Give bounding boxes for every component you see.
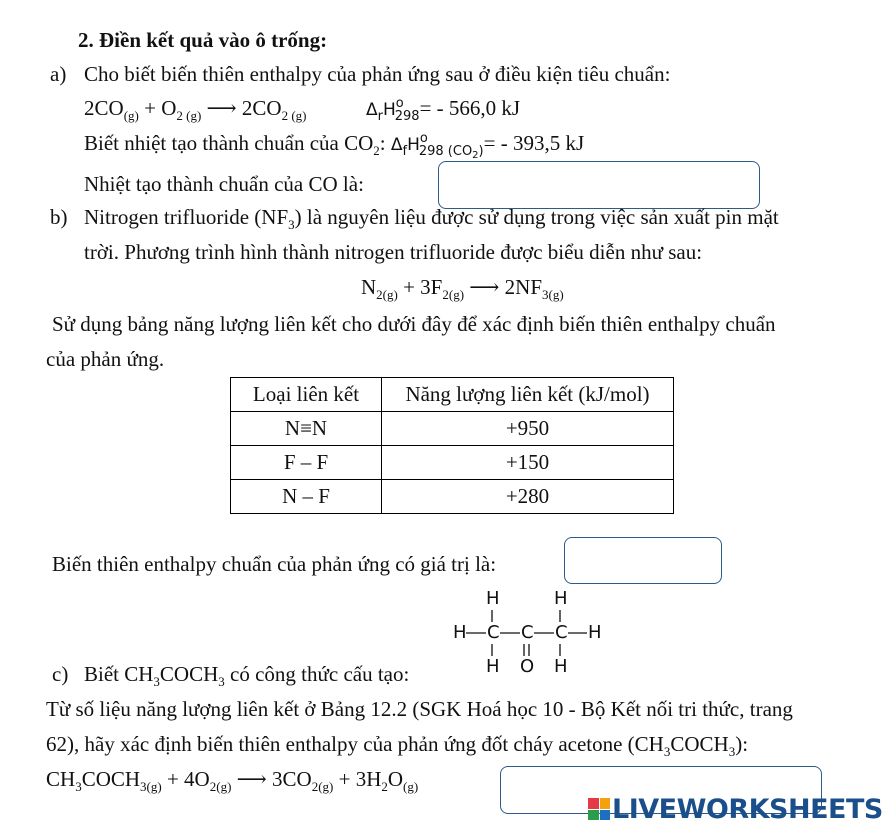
atom-h-bottom-left: H (486, 656, 500, 677)
atom-h-top-right: H (554, 588, 568, 609)
reaction-a-equation: $2CO_{(g)} + O_{2 (g)}$ ⟶ $2CO_{2 (g)}$ (84, 96, 307, 123)
atom-c3: C (555, 622, 568, 643)
section-title: 2. Điền kết quả vào ô trống: (78, 28, 328, 52)
part-b-question: Biến thiên enthalpy chuẩn của phản ứng có giá trị là: (52, 552, 497, 576)
bond-type-cell: N≡N (231, 412, 382, 446)
answer-box-a[interactable] (438, 161, 760, 209)
part-a-question: Nhiệt tạo thành chuẩn của CO là: (84, 172, 364, 196)
part-c-para1: Từ số liệu năng lượng liên kết ở Bảng 12.2 (SGK Hoá học 10 - Bộ Kết nối tri thức, trang (46, 697, 793, 721)
bond-lines (450, 588, 610, 678)
part-c-intro: Biết $CH_3COCH_3$ có công thức cấu tạo: (84, 662, 410, 689)
bond-energy-cell: +950 (382, 412, 674, 446)
table-row (231, 480, 674, 514)
atom-c2: C (521, 622, 534, 643)
part-b-line1: Nitrogen trifluoride $(NF_3)$ là nguyên liệu được sử dụng trong việc sản xuất pin mặt (84, 205, 779, 232)
atom-h-left: H (453, 622, 467, 643)
table-header: Loại liên kết (231, 378, 382, 412)
part-a-intro: Cho biết biến thiên enthalpy của phản ứng sau ở điều kiện tiêu chuẩn: (84, 62, 671, 86)
table-header-row (231, 378, 674, 412)
part-b-label: b) (50, 205, 68, 229)
bond-energy-cell: +150 (382, 446, 674, 480)
co2-formation-value: = - 393,5 kJ (483, 131, 585, 155)
atom-h-right: H (588, 622, 602, 643)
atom-c1: C (487, 622, 500, 643)
atom-o: O (520, 656, 535, 677)
acetone-structure (450, 588, 610, 678)
bond-energy-cell: +280 (382, 480, 674, 514)
liveworksheets-logo (588, 792, 883, 826)
part-c-para2: 62), hãy xác định biến thiên enthalpy của phản ứng đốt cháy acetone $(CH_3COCH_3)$: (46, 732, 749, 759)
atom-h-bottom-right: H (554, 656, 568, 677)
co2-formation-line: Biết nhiệt tạo thành chuẩn của $CO_2$: $\Delta_fH^o_{298 (CO_2)}= - 393,5$ kJ (84, 131, 585, 161)
table-row (231, 412, 674, 446)
enthalpy-a-value: = - 566,0 kJ (419, 96, 521, 120)
part-b-instruction2: của phản ứng. (46, 347, 165, 371)
table-header: Năng lượng liên kết (kJ/mol) (382, 378, 674, 412)
part-a-label: a) (50, 62, 67, 86)
bond-energy-table (230, 377, 674, 514)
part-b-instruction1: Sử dụng bảng năng lượng liên kết cho dưới đây để xác định biến thiên enthalpy chuẩn (52, 312, 776, 336)
table-row (231, 446, 674, 480)
part-c-label: c) (52, 662, 69, 686)
logo-icon (588, 798, 610, 820)
bond-type-cell: F – F (231, 446, 382, 480)
reaction-b-equation: $N_{2(g)} + 3F_{2(g)}$ ⟶ $2NF_{3(g)}$ (361, 275, 564, 302)
reaction-c-equation: $CH_3COCH_{3(g)} + 4O_{2(g)}$ ⟶ $3CO_{2(g)} + 3H_2O_{(g)}$ (46, 767, 419, 794)
logo-text: LIVEWORKSHEETS (612, 793, 883, 825)
enthalpy-a-symbol: $\Delta_rH^o_{298}= - 566,0$ kJ (366, 96, 521, 124)
bond-type-cell: N – F (231, 480, 382, 514)
atom-h-top-left: H (486, 588, 500, 609)
part-b-line2: trời. Phương trình hình thành nitrogen trifluoride được biểu diễn như sau: (84, 240, 703, 264)
answer-box-b[interactable] (564, 537, 722, 584)
